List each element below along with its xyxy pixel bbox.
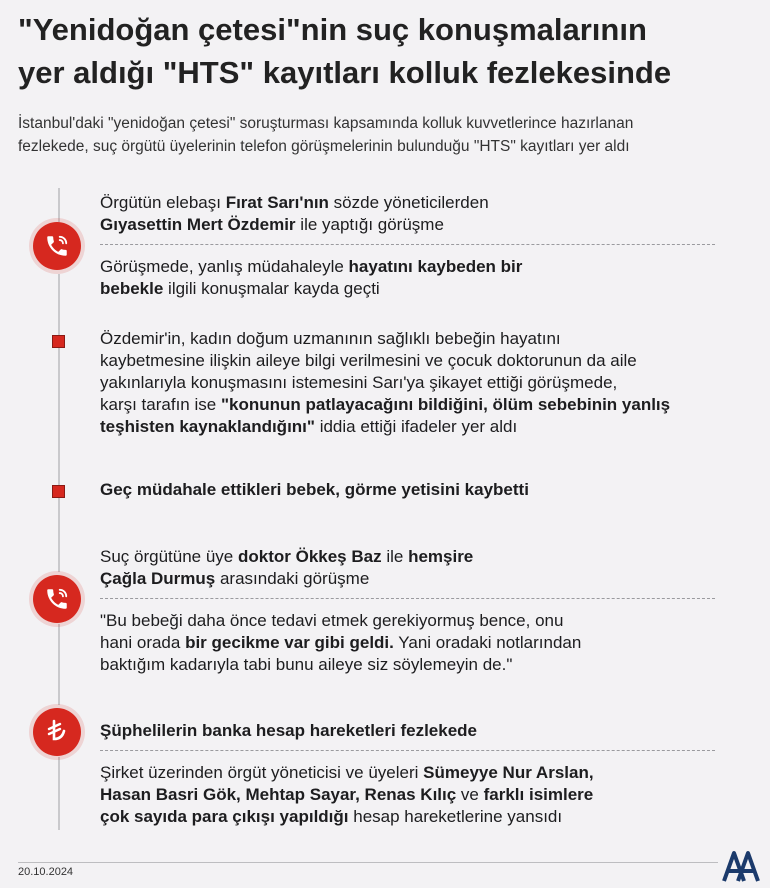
subtitle-line-2: fezlekede, suç örgütü üyelerinin telefon görüşmelerinin bulunduğu "HTS" kayıtları yer aldı <box>18 138 630 155</box>
phone-icon <box>33 575 81 623</box>
aa-logo-icon <box>722 847 760 888</box>
square-bullet-icon <box>52 485 65 498</box>
divider <box>100 750 715 751</box>
section-3-body: Şirket üzerinden örgüt yöneticisi ve üyeleri Sümeyye Nur Arslan, Hasan Basri Gök, Mehtap Sayar, Renas Kılıç ve farklı isimlere çok sayıda para çıkışı yapıldığı hesap hareketlerine yansıdı <box>100 763 594 826</box>
footer-divider <box>18 862 718 863</box>
section-3-heading: Şüphelilerin banka hesap hareketleri fezlekede <box>100 721 477 740</box>
date-label: 20.10.2024 <box>18 866 74 878</box>
lira-icon <box>33 708 81 756</box>
page-title <box>18 8 758 94</box>
bullet-item-1: Özdemir'in, kadın doğum uzmanının sağlıklı bebeğin hayatını kaybetmesine ilişkin aileye bilgi verilmesini ve çocuk doktorunun da aile yakınlarıyla konuşmasını istemesini Sarı'ya şikayet ettiği görüşmede, karşı tarafın ise "konunun patlayacağını bildiğini, ölüm sebebinin yanlış teşhisten kaynaklandığını" iddia ettiği ifadeler yer aldı <box>100 329 671 436</box>
subtitle <box>18 112 758 158</box>
square-bullet-icon <box>52 335 65 348</box>
divider <box>100 598 715 599</box>
bullet-item-2: Geç müdahale ettikleri bebek, görme yetisini kaybetti <box>100 480 529 499</box>
section-1-heading: Örgütün elebaşı Fırat Sarı'nın sözde yöneticilerden Gıyasettin Mert Özdemir ile yaptığı görüşme <box>100 193 489 234</box>
quote: "Bu bebeği daha önce tedavi etmek gerekiyormuş bence, onu hani orada bir gecikme var gibi geldi. Yani oradaki notlarından baktığım kadarıyla tabi bunu aileye siz söylemeyin de." <box>100 611 582 674</box>
title-line-2: yer aldığı "HTS" kayıtları kolluk fezlekesinde <box>18 55 672 90</box>
section-2-heading: Suç örgütüne üye doktor Ökkeş Baz ile hemşire Çağla Durmuş arasındaki görüşme <box>100 547 474 588</box>
phone-icon <box>33 222 81 270</box>
title-line-1: "Yenidoğan çetesi"nin suç konuşmalarının <box>18 12 647 47</box>
section-1-body: Görüşmede, yanlış müdahaleyle hayatını kaybeden bir bebekle ilgili konuşmalar kayda geçti <box>100 257 523 298</box>
subtitle-line-1: İstanbul'daki "yenidoğan çetesi" soruşturması kapsamında kolluk kuvvetlerince hazırlanan <box>18 115 634 132</box>
divider <box>100 244 715 245</box>
